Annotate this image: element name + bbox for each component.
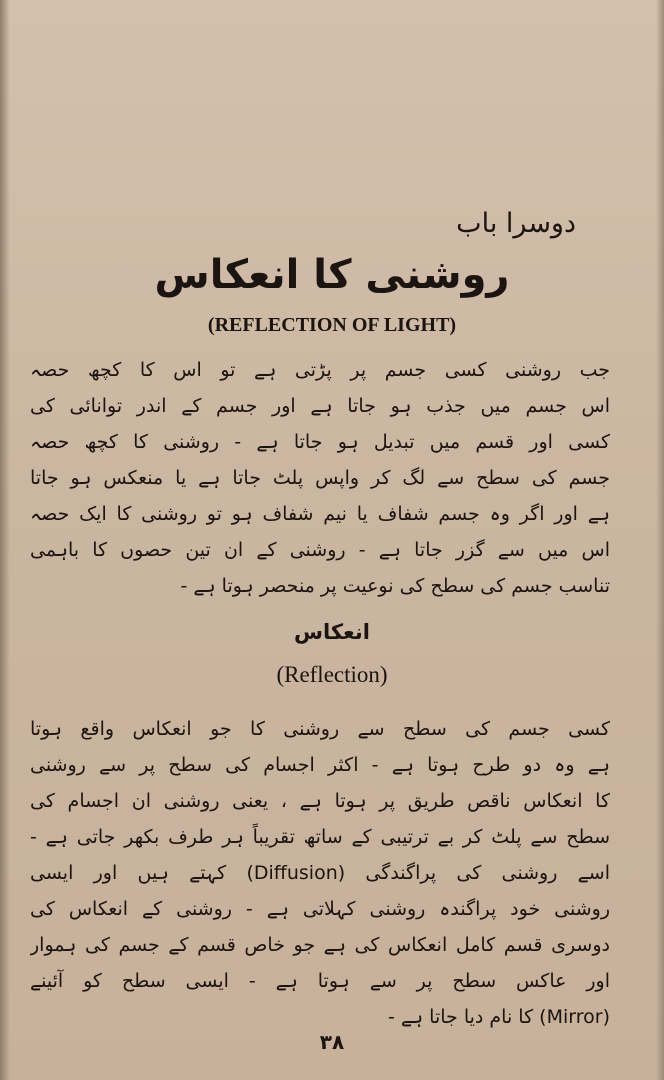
intro-paragraph [30,352,610,604]
text-line: جب روشنی کسی جسم پر پڑتی ہے تو اس کا کچھ حصہ [30,359,610,381]
reflection-paragraph [30,711,610,1035]
page-left-edge-shadow [0,0,10,1080]
text-line: دوسری قسم کامل انعکاس کی ہے جو خاص قسم کے جسم کی ہموار [30,934,610,956]
chapter-label: دوسرا باب [456,208,576,239]
page-number: ۳۸ [319,1030,345,1054]
text-line: ہے وہ دو طرح ہوتا ہے - اکثر اجسام کی سطح پر سے روشنی [30,754,610,776]
page-right-edge-shadow [656,0,664,1080]
text-line: اس میں سے گزر جاتا ہے - روشنی کے ان تین حصوں کا باہمی [30,539,610,561]
text-line: جسم کی سطح سے لگ کر واپس پلٹ جاتا ہے یا منعکس ہو جاتا [30,467,610,489]
section-heading-english: (Reflection) [276,662,388,687]
chapter-title-english: (REFLECTION OF LIGHT) [207,314,457,336]
text-line: اور عاکس سطح پر سے ہوتا ہے - ایسی سطح کو آئینے [30,970,610,992]
text-line: اسے روشنی کی پراگندگی (Diffusion) کہتے ہیں اور ایسی [30,862,610,884]
text-line: سطح سے پلٹ کر بے ترتیبی کے ساتھ تقریباً ہر طرف بکھر جاتی ہے - [30,826,610,848]
text-line: اس جسم میں جذب ہو جاتا ہے اور جسم کے اندر توانائی کی [30,395,610,417]
text-line: (Mirror) کا نام دیا جاتا ہے - [387,1006,610,1028]
text-line: روشنی خود پراگندہ روشنی کہلاتی ہے - روشنی کے انعکاس کی [30,898,610,920]
text-line: تناسب جسم کی سطح کی نوعیت پر منحصر ہوتا ہے - [180,575,610,597]
section-heading-urdu: انعکاس [293,620,370,644]
text-line: کا انعکاس ناقص طریق پر ہوتا ہے ، یعنی روشنی ان اجسام کی [30,790,610,812]
text-line: کسی اور قسم میں تبدیل ہو جاتا ہے - روشنی کا کچھ حصہ [30,431,610,453]
chapter-title-urdu: روشنی کا انعکاس [154,252,510,298]
text-line: کسی جسم کی سطح سے روشنی کا جو انعکاس واقع ہوتا [30,718,610,740]
text-line: ہے اور اگر وہ جسم شفاف یا نیم شفاف ہو تو روشنی کا ایک حصہ [30,503,610,525]
